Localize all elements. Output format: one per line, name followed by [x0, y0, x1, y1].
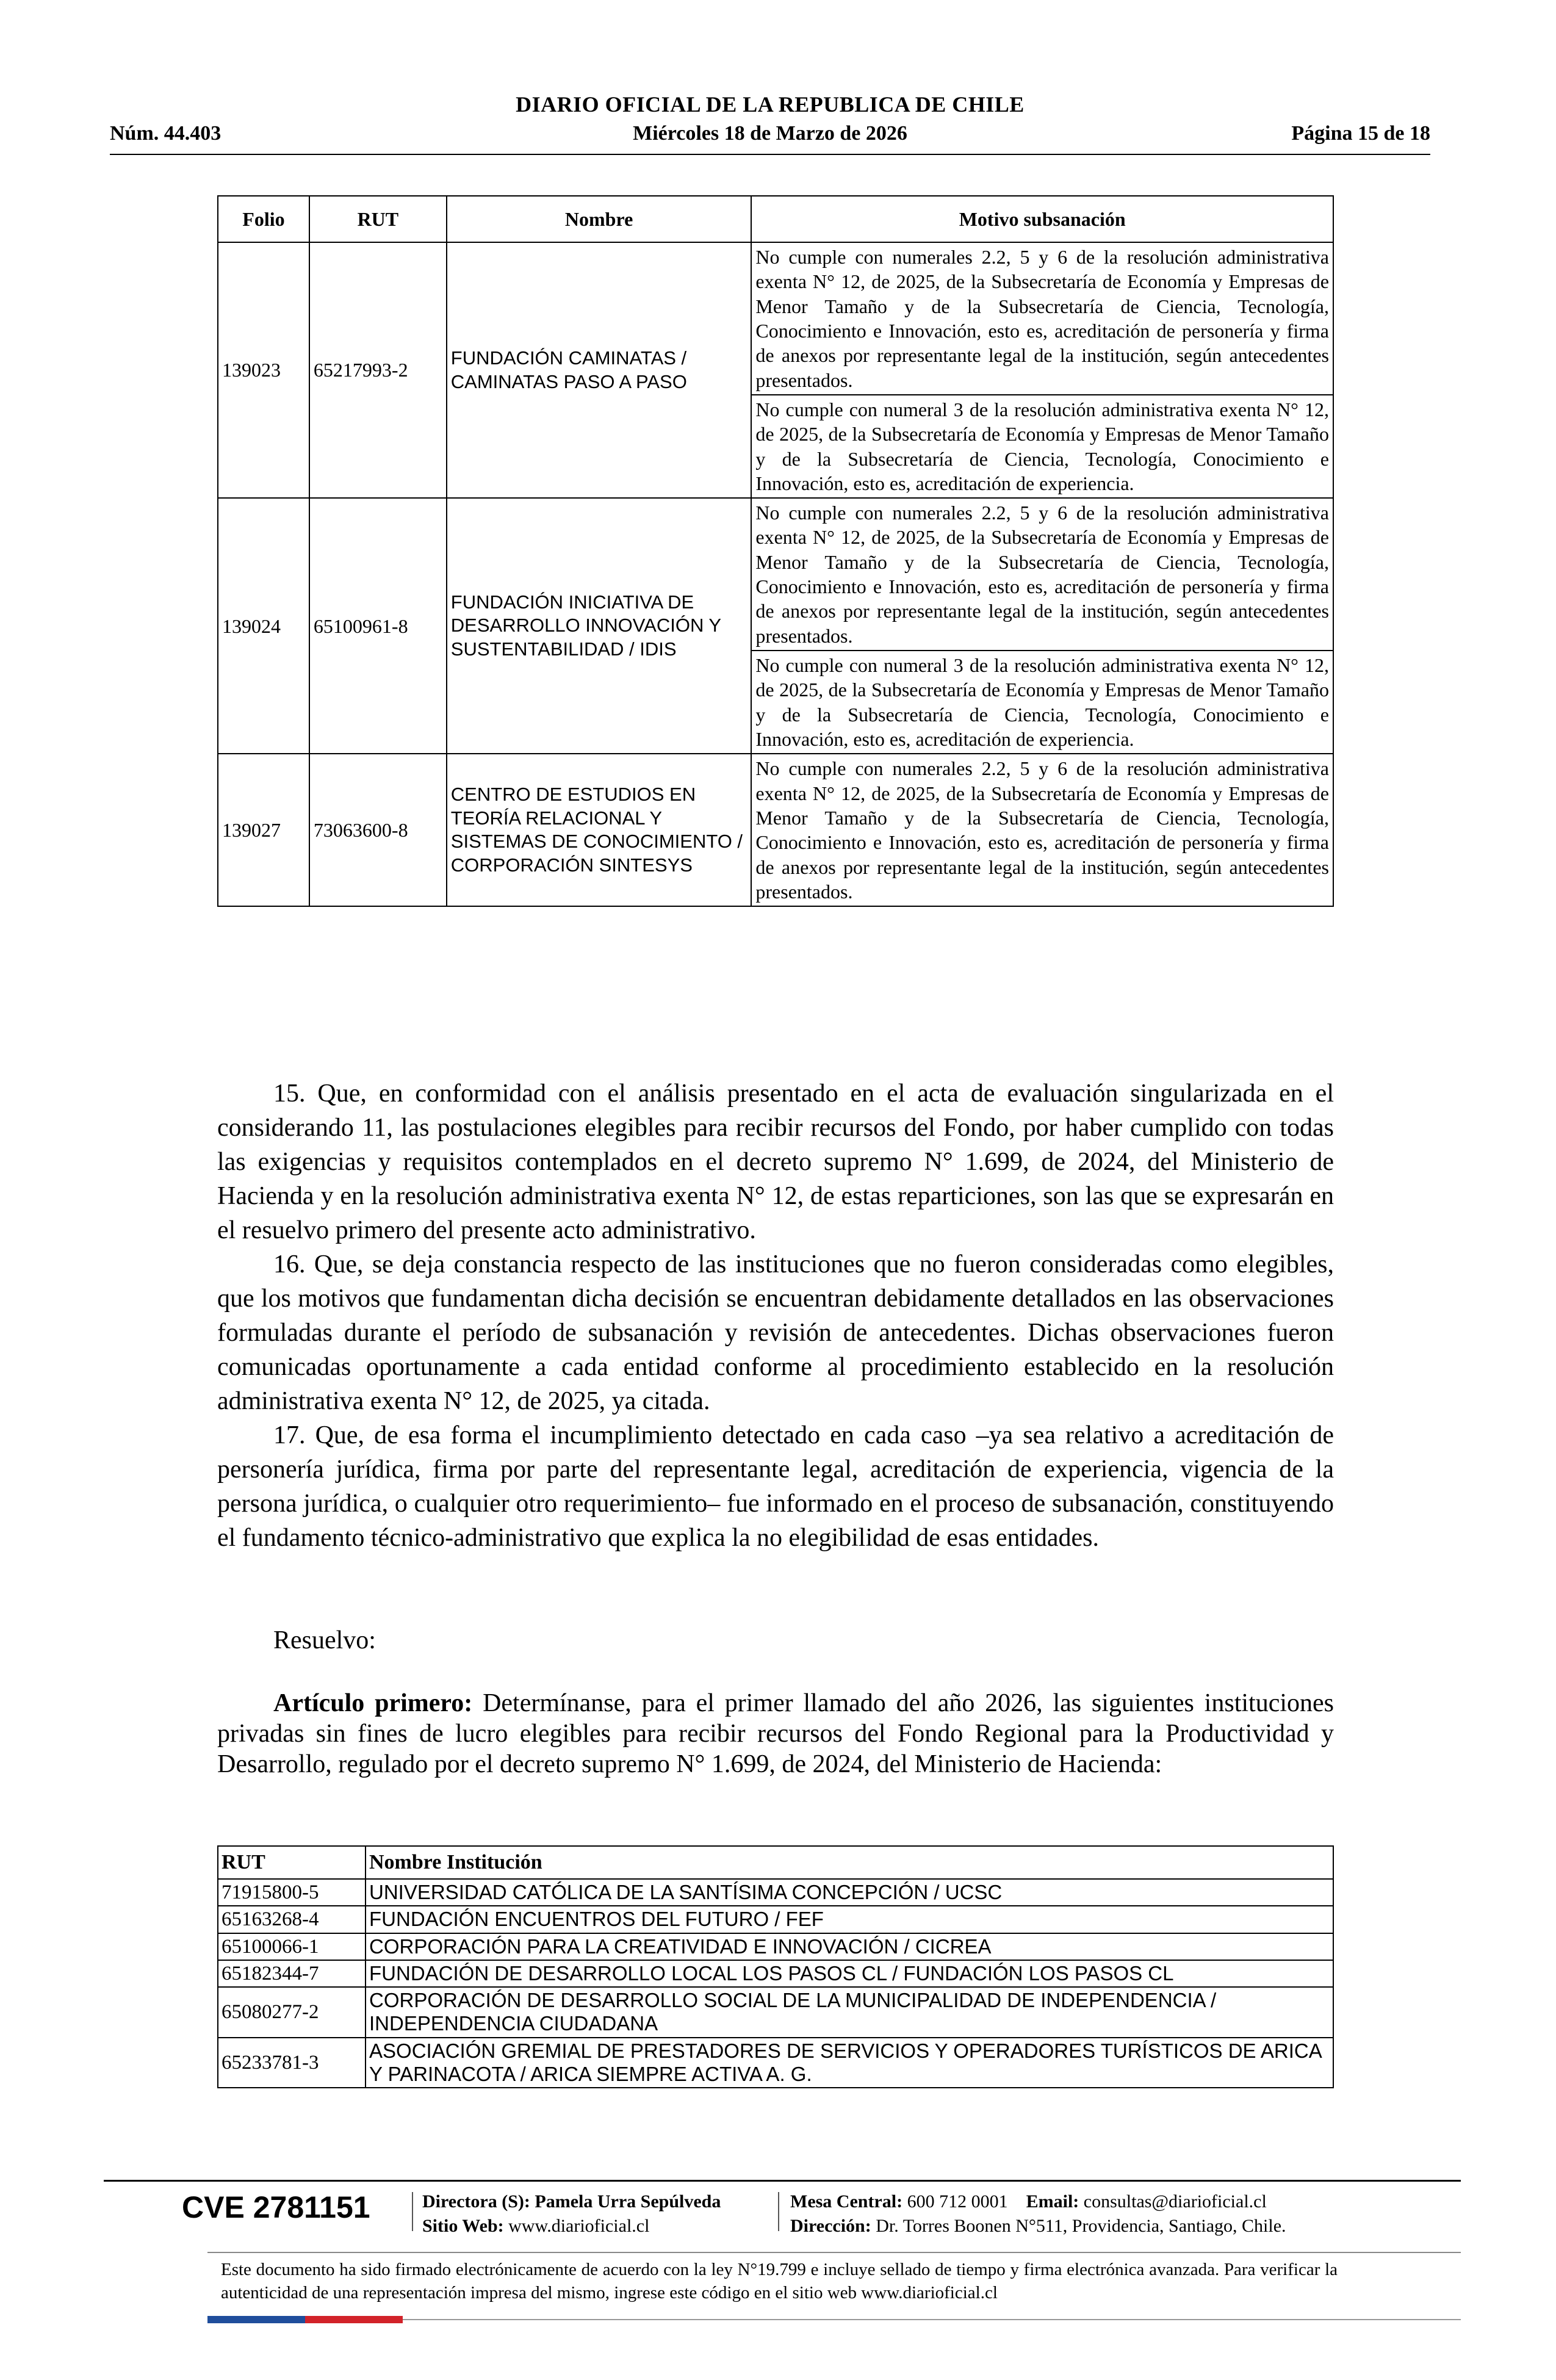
flag-stripe-red [305, 2316, 403, 2323]
motivo-text: No cumple con numeral 3 de la resolución administrativa exenta N° 12, de 2025, de la Subsecretaría de Economía y Empresas de Menor Tamaño y de la Subsecretaría de Ciencia, Tecnología, Conocimiento e Innovación, esto es, acreditación de experiencia. [752, 650, 1333, 753]
folio-cell: 139027 [218, 754, 309, 906]
institucion-cell: FUNDACIÓN ENCUENTROS DEL FUTURO / FEF [366, 1906, 1333, 1933]
footer-divider [412, 2192, 413, 2231]
column-header-nombre: Nombre [447, 196, 752, 242]
column-header-motivo: Motivo subsanación [751, 196, 1333, 242]
table-row [218, 1933, 1333, 1960]
footer-contact-right [790, 2190, 1286, 2238]
paragraph-16: 16. Que, se deja constancia respecto de las instituciones que no fueron consideradas como elegibles, que los motivos que fundamentan dicha decisión se encuentran debidamente detallados en las observaciones formuladas durante el período de subsanación y revisión de antecedentes. Dichas observaciones fueron comunicadas oportunamente a cada entidad conforme al procedimiento establecido en la resolución administrativa exenta N° 12, de 2025, ya citada. [217, 1250, 1334, 1415]
nombre-cell: CENTRO DE ESTUDIOS EN TEORÍA RELACIONAL Y SISTEMAS DE CONOCIMIENTO / CORPORACIÓN SINTESYS [447, 754, 752, 906]
motivo-cell [751, 242, 1333, 498]
table-row [218, 242, 1333, 498]
header-rule [110, 154, 1430, 155]
flag-stripe-blue [207, 2316, 305, 2323]
instituciones-table [217, 1845, 1334, 2088]
rut-cell: 65163268-4 [218, 1906, 366, 1933]
nombre-cell: FUNDACIÓN INICIATIVA DE DESARROLLO INNOVACIÓN Y SUSTENTABILIDAD / IDIS [447, 498, 752, 754]
rut-cell: 65217993-2 [309, 242, 447, 498]
institucion-cell: UNIVERSIDAD CATÓLICA DE LA SANTÍSIMA CONCEPCIÓN / UCSC [366, 1879, 1333, 1906]
mesa-value: 600 712 0001 [907, 2191, 1008, 2212]
footer-divider [778, 2192, 779, 2231]
institucion-cell: CORPORACIÓN PARA LA CREATIVIDAD E INNOVACIÓN / CICREA [366, 1933, 1333, 1960]
institucion-cell: FUNDACIÓN DE DESARROLLO LOCAL LOS PASOS CL / FUNDACIÓN LOS PASOS CL [366, 1960, 1333, 1987]
email-label: Email: [1026, 2191, 1079, 2212]
cve-code: CVE 2781151 [182, 2190, 370, 2224]
paragraph-17: 17. Que, de esa forma el incumplimiento detectado en cada caso –ya sea relativo a acreditación de personería jurídica, firma por parte del representante legal, acreditación de experiencia, vigencia de la persona jurídica, o cualquier otro requerimiento– fue informado en el proceso de subsanación, constituyendo el fundamento técnico-administrativo que explica la no elegibilidad de esas entidades. [217, 1421, 1334, 1552]
mesa-label: Mesa Central: [790, 2191, 903, 2212]
articulo-text: Determínanse, para el primer llamado del año 2026, las siguientes instituciones privadas sin fines de lucro elegibles para recibir recursos del Fondo Regional para la Productividad y Desarrollo, regulado por el decreto supremo N° 1.699, de 2024, del Ministerio de Hacienda: [217, 1689, 1334, 1778]
articulo-primero [217, 1688, 1334, 1780]
motivo-cell [751, 754, 1333, 906]
table-row [218, 1906, 1333, 1933]
sitio-link[interactable]: www.diarioficial.cl [508, 2216, 650, 2236]
paragraph-15: 15. Que, en conformidad con el análisis presentado en el acta de evaluación singularizada en el considerando 11, las postulaciones elegibles para recibir recursos del Fondo, por haber cumplido con todas las exigencias y requisitos contemplados en el decreto supremo N° 1.699, de 2024, del Ministerio de Hacienda y en la resolución administrativa exenta N° 12, de estas reparticiones, son las que se expresarán en el resuelvo primero del presente acto administrativo. [217, 1080, 1334, 1244]
rut-cell: 65080277-2 [218, 1987, 366, 2038]
motivo-text: No cumple con numerales 2.2, 5 y 6 de la resolución administrativa exenta N° 12, de 2025, de la Subsecretaría de Economía y Empresas de Menor Tamaño y de la Subsecretaría de Ciencia, Tecnología, Conocimiento e Innovación, esto es, acreditación de personería y firma de anexos por representante legal de la institución, según antecedentes presentados. [755, 757, 1329, 903]
table-row [218, 1879, 1333, 1906]
motivo-cell [751, 498, 1333, 754]
considerandos [217, 1076, 1334, 1555]
motivo-text: No cumple con numerales 2.2, 5 y 6 de la resolución administrativa exenta N° 12, de 2025, de la Subsecretaría de Economía y Empresas de Menor Tamaño y de la Subsecretaría de Ciencia, Tecnología, Conocimiento e Innovación, esto es, acreditación de personería y firma de anexos por representante legal de la institución, según antecedentes presentados. [755, 502, 1329, 647]
folio-cell: 139024 [218, 498, 309, 754]
rut-cell: 65233781-3 [218, 2038, 366, 2088]
footer-contact-left [422, 2190, 721, 2238]
resuelvo-heading: Resuelvo: [273, 1626, 376, 1654]
articulo-title: Artículo primero: [273, 1689, 473, 1717]
table-header-row [218, 196, 1333, 242]
rut-cell: 65100066-1 [218, 1933, 366, 1960]
page-number: Página 15 de 18 [1291, 122, 1430, 145]
rut-cell: 71915800-5 [218, 1879, 366, 1906]
table-row [218, 2038, 1333, 2088]
email-link[interactable]: consultas@diarioficial.cl [1083, 2191, 1267, 2212]
column-header-folio: Folio [218, 196, 309, 242]
directora-label: Directora (S): [422, 2191, 530, 2212]
journal-title: DIARIO OFICIAL DE LA REPUBLICA DE CHILE [516, 92, 1025, 117]
footer-rule [207, 2252, 1461, 2253]
folio-cell: 139023 [218, 242, 309, 498]
page-header [110, 92, 1430, 159]
table-row [218, 1960, 1333, 1987]
column-header-nombre-institucion: Nombre Institución [366, 1846, 1333, 1879]
nombre-cell: FUNDACIÓN CAMINATAS / CAMINATAS PASO A PASO [447, 242, 752, 498]
direccion-label: Dirección: [790, 2216, 871, 2236]
motivo-text: No cumple con numerales 2.2, 5 y 6 de la resolución administrativa exenta N° 12, de 2025, de la Subsecretaría de Economía y Empresas de Menor Tamaño y de la Subsecretaría de Ciencia, Tecnología, Conocimiento e Innovación, esto es, acreditación de personería y firma de anexos por representante legal de la institución, según antecedentes presentados. [755, 246, 1329, 391]
table-row [218, 1987, 1333, 2038]
sitio-label: Sitio Web: [422, 2216, 504, 2236]
footer-rule [403, 2319, 1461, 2320]
motivo-text: No cumple con numeral 3 de la resolución administrativa exenta N° 12, de 2025, de la Subsecretaría de Economía y Empresas de Menor Tamaño y de la Subsecretaría de Ciencia, Tecnología, Conocimiento e Innovación, esto es, acreditación de experiencia. [752, 394, 1333, 497]
rut-cell: 73063600-8 [309, 754, 447, 906]
direccion-value: Dr. Torres Boonen N°511, Providencia, Santiago, Chile. [876, 2216, 1286, 2236]
legal-notice: Este documento ha sido firmado electrónicamente de acuerdo con la ley N°19.799 e incluye sellado de tiempo y firma electrónica avanzada. Para verificar la autenticidad de una representación impresa del mismo, ingrese este código en el sitio web www.diarioficial.cl [221, 2260, 1338, 2302]
table-row [218, 498, 1333, 754]
column-header-rut: RUT [309, 196, 447, 242]
directora-value: Pamela Urra Sepúlveda [535, 2191, 721, 2212]
rut-cell: 65182344-7 [218, 1960, 366, 1987]
subsanacion-table [217, 195, 1334, 907]
institucion-cell: ASOCIACIÓN GREMIAL DE PRESTADORES DE SERVICIOS Y OPERADORES TURÍSTICOS DE ARICA Y PARINACOTA / ARICA SIEMPRE ACTIVA A. G. [366, 2038, 1333, 2088]
table-header-row [218, 1846, 1333, 1879]
rut-cell: 65100961-8 [309, 498, 447, 754]
issue-number: Núm. 44.403 [110, 122, 222, 145]
column-header-rut: RUT [218, 1846, 366, 1879]
footer-rule [104, 2180, 1461, 2182]
table-row [218, 754, 1333, 906]
institucion-cell: CORPORACIÓN DE DESARROLLO SOCIAL DE LA MUNICIPALIDAD DE INDEPENDENCIA / INDEPENDENCIA CIUDADANA [366, 1987, 1333, 2038]
issue-date: Miércoles 18 de Marzo de 2026 [633, 122, 907, 145]
